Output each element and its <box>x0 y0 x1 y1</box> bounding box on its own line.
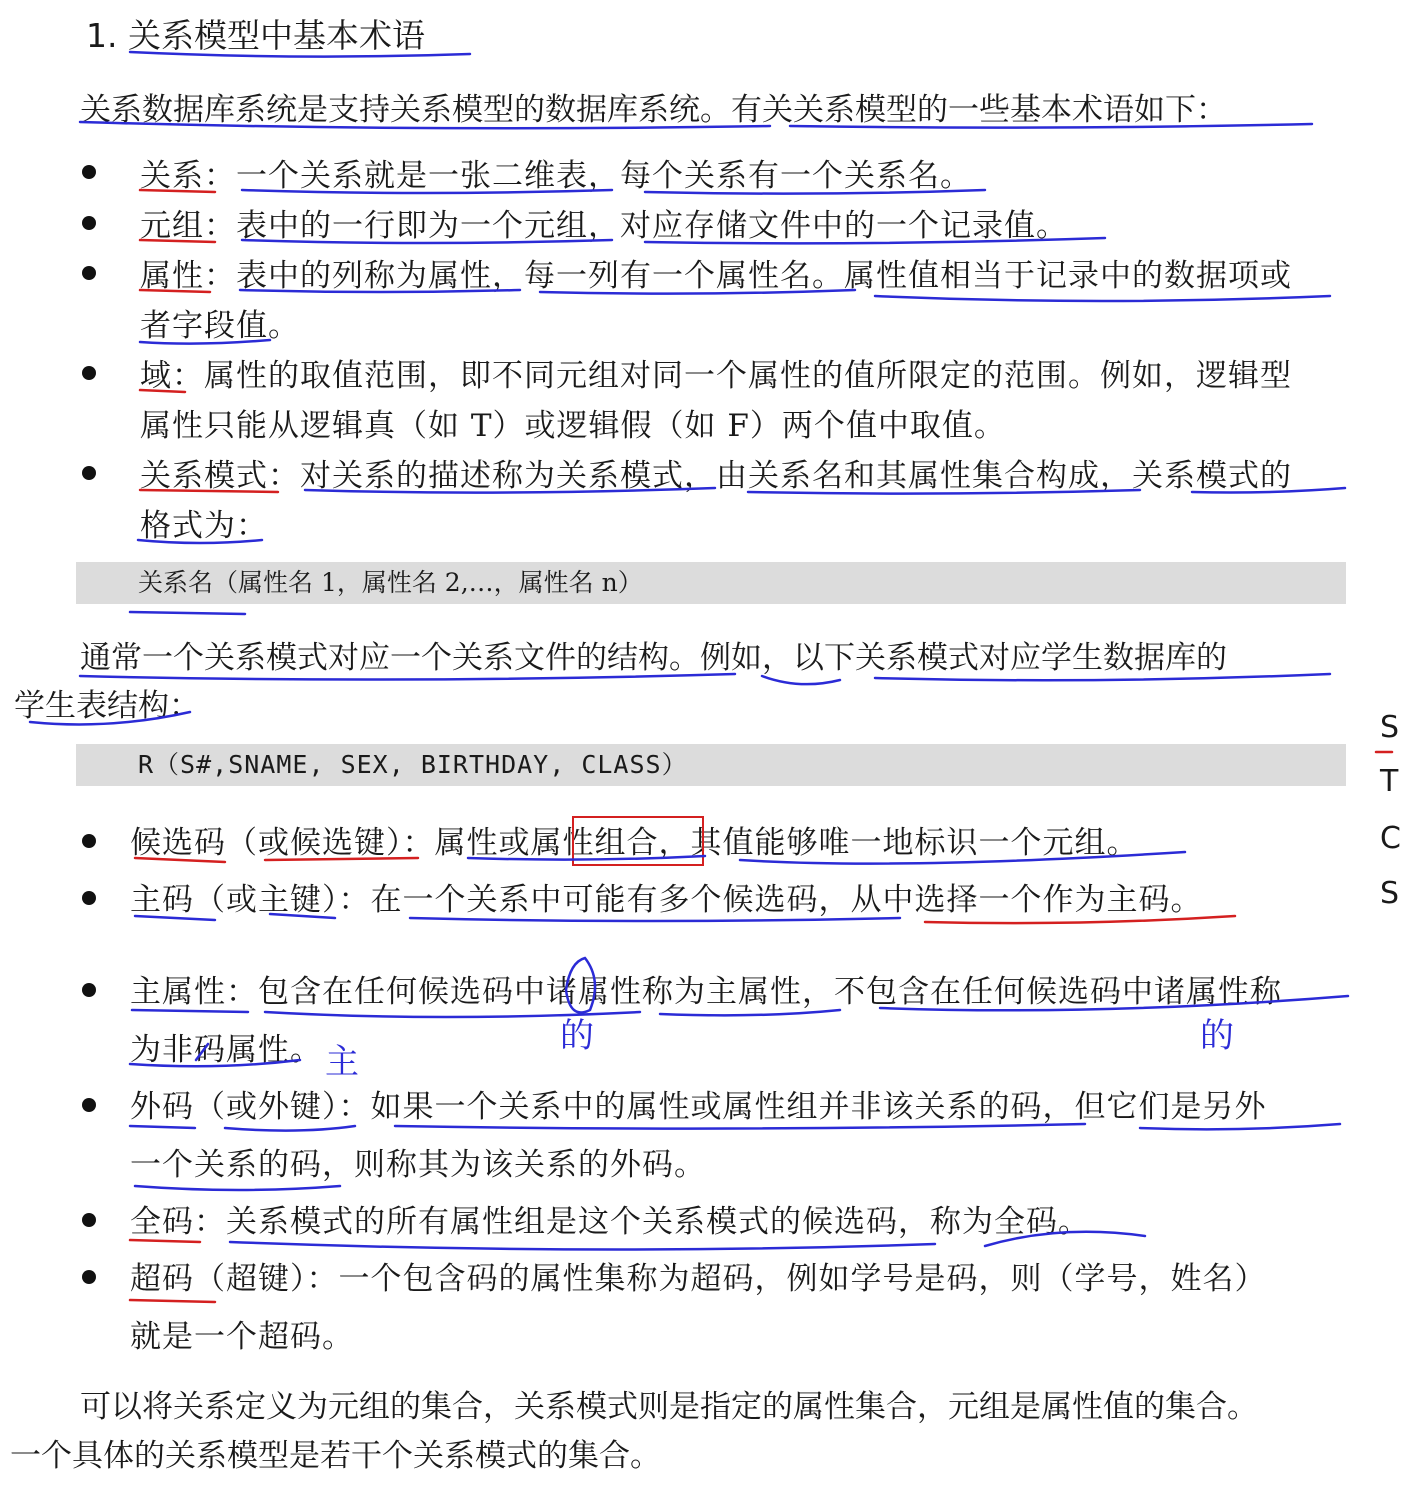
bullet-icon <box>82 1098 96 1112</box>
list-item-primary-key: 主码（或主键）：在一个关系中可能有多个候选码，从中选择一个作为主码。 <box>130 882 1203 918</box>
list-item-tuple: 元组：表中的一行即为一个元组，对应存储文件中的一个记录值。 <box>140 208 1068 244</box>
highlight-box <box>572 816 704 866</box>
bullet-icon <box>82 983 96 997</box>
list-item-super-key: 超码（超键）：一个包含码的属性集称为超码，例如学号是码，则（学号，姓名） <box>130 1261 1267 1297</box>
list-item-candidate-key: 候选码（或候选键）：属性或属性组合，其值能够唯一地标识一个元组。 <box>130 825 1139 861</box>
student-schema-text: R（S#,SNAME, SEX, BIRTHDAY, CLASS） <box>138 750 688 779</box>
list-item-foreign-key-cont: 一个关系的码，则称其为该关系的外码。 <box>130 1147 706 1183</box>
bullet-icon <box>82 366 96 380</box>
underline-item <box>130 1126 355 1131</box>
handwritten-de-annotation: 的 <box>1200 1016 1234 1056</box>
list-item-super-key-cont: 就是一个超码。 <box>130 1319 354 1355</box>
list-item-domain-cont: 属性只能从逻辑真（如 T）或逻辑假（如 F）两个值中取值。 <box>140 408 1006 444</box>
edge-letter: S <box>1380 876 1400 911</box>
list-item-all-key: 全码：关系模式的所有属性组是这个关系模式的候选码，称为全码。 <box>130 1204 1090 1240</box>
bullet-icon <box>82 834 96 848</box>
list-item-attribute-cont: 者字段值。 <box>140 308 300 344</box>
bullet-icon <box>82 216 96 230</box>
underline-code <box>130 612 245 614</box>
list-item-schema: 关系模式：对关系的描述称为关系模式，由关系名和其属性集合构成，关系模式的 <box>140 458 1292 494</box>
bullet-icon <box>82 1213 96 1227</box>
list-item-relation: 关系：一个关系就是一张二维表，每个关系有一个关系名。 <box>140 158 972 194</box>
handwritten-zhu-annotation: 主 <box>325 1042 359 1082</box>
underline-item <box>130 1300 215 1302</box>
list-item-domain: 域：属性的取值范围，即不同元组对同一个属性的值所限定的范围。例如，逻辑型 <box>140 358 1292 394</box>
edge-letter: C <box>1380 821 1401 856</box>
edge-letter: S <box>1380 710 1400 745</box>
closing-paragraph: 可以将关系定义为元组的集合，关系模式则是指定的属性集合，元组是属性值的集合。 <box>80 1389 1258 1425</box>
closing-paragraph-cont: 一个具体的关系模型是若干个关系模式的集合。 <box>10 1438 661 1474</box>
list-item-prime-attribute: 主属性：包含在任何候选码中诸属性称为主属性，不包含在任何候选码中诸属性称 <box>130 974 1282 1010</box>
list-item-foreign-key: 外码（或外键）：如果一个关系中的属性或属性组并非该关系的码，但它们是另外 <box>130 1089 1267 1125</box>
section-heading: 1. 关系模型中基本术语 <box>86 16 425 55</box>
bullet-icon <box>82 466 96 480</box>
bullet-icon <box>82 891 96 905</box>
student-schema-code <box>76 744 1346 786</box>
schema-paragraph: 通常一个关系模式对应一个关系文件的结构。例如，以下关系模式对应学生数据库的 <box>80 640 1227 676</box>
underline-item <box>135 1186 340 1190</box>
schema-format-text: 关系名（属性名 1，属性名 2,…，属性名 n） <box>138 568 643 597</box>
list-item-schema-cont: 格式为： <box>140 508 268 544</box>
bullet-icon <box>82 1270 96 1284</box>
schema-paragraph-cont: 学生表结构： <box>14 688 200 724</box>
list-item-attribute: 属性：表中的列称为属性，每一列有一个属性名。属性值相当于记录中的数据项或 <box>140 258 1292 294</box>
handwritten-de-annotation: 的 <box>560 1016 594 1056</box>
bullet-icon <box>82 165 96 179</box>
bullet-icon <box>82 266 96 280</box>
schema-format-code <box>76 562 1346 604</box>
intro-paragraph: 关系数据库系统是支持关系模型的数据库系统。有关关系模型的一些基本术语如下： <box>80 92 1227 128</box>
list-item-prime-attribute-cont: 为非码属性。 <box>130 1032 322 1068</box>
edge-letter: T <box>1380 764 1399 799</box>
